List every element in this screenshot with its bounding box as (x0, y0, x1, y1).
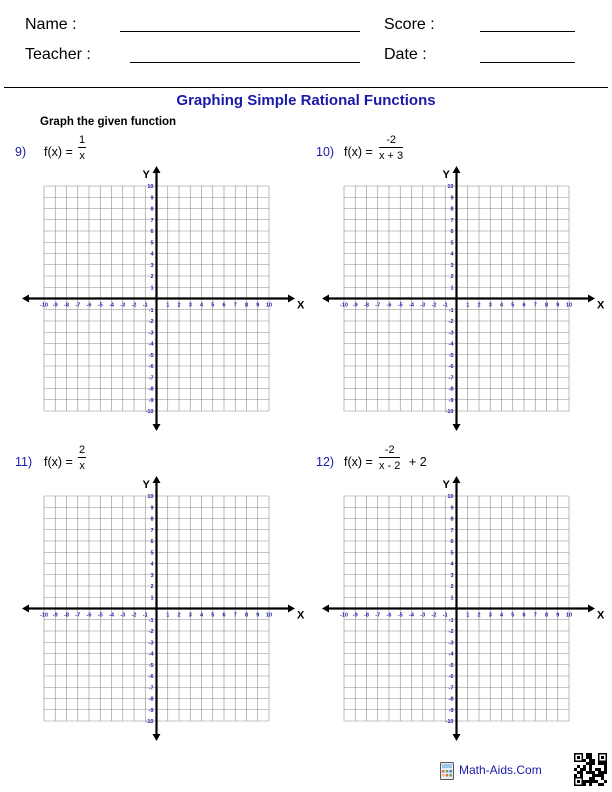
y-tick-label: 10 (447, 494, 454, 500)
problem-12-denominator: x - 2 (379, 460, 401, 472)
y-tick-label: -7 (148, 375, 154, 382)
x-tick-label: -5 (397, 612, 403, 619)
y-tick-label: 6 (450, 229, 454, 235)
x-tick-label: -7 (75, 302, 81, 309)
y-tick-label: -8 (448, 386, 454, 393)
x-tick-label: -10 (40, 612, 48, 619)
y-tick-label: 6 (150, 229, 154, 235)
y-tick-label: 7 (150, 217, 154, 224)
x-tick-label: -1 (142, 612, 148, 619)
x-tick-label: -8 (364, 612, 369, 619)
y-tick-label: 4 (450, 561, 454, 568)
y-tick-label: -1 (448, 307, 454, 314)
x-tick-label: 4 (499, 302, 504, 309)
y-tick-label: 1 (150, 595, 154, 602)
y-tick-label: 8 (450, 516, 454, 523)
y-tick-label: -1 (448, 617, 454, 624)
y-tick-label: -6 (448, 364, 454, 370)
problem-10-fx: f(x) = (344, 145, 373, 159)
x-tick-label: -1 (142, 302, 148, 309)
y-tick-label: -3 (148, 640, 154, 647)
y-tick-label: -9 (448, 707, 454, 714)
worksheet-title: Graphing Simple Rational Functions (176, 92, 436, 109)
x-tick-label: 6 (522, 302, 526, 309)
x-tick-label: -6 (386, 302, 392, 309)
y-tick-label: 9 (450, 505, 454, 512)
x-tick-label: -6 (86, 302, 92, 309)
y-axis-arrow-down-icon (153, 424, 161, 431)
y-tick-label: -10 (445, 719, 454, 725)
x-tick-label: -4 (409, 302, 414, 309)
math-aids-logo-icon (440, 762, 454, 780)
x-tick-label: 3 (488, 302, 492, 309)
graph-grid-12[interactable] (320, 470, 610, 755)
x-tick-label: 8 (544, 612, 549, 619)
x-tick-label: 6 (222, 302, 226, 309)
y-tick-label: 10 (147, 184, 154, 190)
y-tick-label: -2 (448, 629, 454, 635)
x-tick-label: 10 (565, 302, 573, 309)
x-tick-label: 5 (211, 612, 215, 619)
y-tick-label: 5 (450, 240, 454, 247)
y-tick-label: -5 (448, 352, 454, 359)
x-axis-arrow-right-icon (288, 295, 295, 303)
y-tick-label: 10 (147, 494, 154, 500)
y-tick-label: 3 (150, 262, 154, 269)
y-tick-label: -5 (448, 662, 454, 669)
y-axis-arrow-up-icon (453, 476, 461, 483)
x-tick-label: 9 (556, 612, 560, 619)
problem-9-denominator: x (79, 150, 85, 162)
x-tick-label: 8 (244, 612, 249, 619)
x-tick-label: 3 (188, 612, 192, 619)
x-tick-label: -4 (409, 612, 414, 619)
problem-12-constant: + 2 (409, 455, 427, 469)
y-tick-label: -6 (148, 364, 154, 370)
x-tick-label: 10 (265, 612, 273, 619)
x-axis-arrow-left-icon (322, 605, 329, 613)
y-tick-label: 3 (150, 572, 154, 579)
y-tick-label: -3 (448, 330, 454, 337)
y-tick-label: 2 (150, 584, 154, 590)
date-field-line[interactable] (480, 62, 575, 63)
y-tick-label: 8 (150, 206, 154, 213)
y-tick-label: -6 (148, 674, 154, 680)
x-tick-label: 6 (522, 612, 526, 619)
y-tick-label: -1 (148, 307, 154, 314)
x-axis-arrow-left-icon (322, 295, 329, 303)
date-label: Date : (384, 46, 427, 63)
footer-site-link[interactable]: Math-Aids.Com (459, 763, 542, 777)
y-tick-label: -3 (148, 330, 154, 337)
x-tick-label: 7 (533, 302, 537, 309)
score-label: Score : (384, 16, 435, 33)
x-axis-label: X (597, 299, 605, 312)
name-label: Name : (25, 16, 77, 33)
problem-9-number: 9) (15, 145, 27, 159)
teacher-label: Teacher : (25, 46, 91, 63)
problem-12-fx: f(x) = (344, 455, 373, 469)
x-tick-label: -5 (397, 302, 403, 309)
problem-12-numerator: -2 (379, 444, 400, 458)
y-tick-label: 9 (150, 195, 154, 202)
y-tick-label: -4 (448, 651, 454, 658)
x-tick-label: 3 (488, 612, 492, 619)
x-tick-label: -2 (431, 302, 437, 309)
name-field-line[interactable] (120, 31, 360, 32)
y-tick-label: 3 (450, 262, 454, 269)
x-tick-label: -1 (442, 612, 448, 619)
x-tick-label: 4 (499, 612, 504, 619)
x-axis-label: X (297, 609, 305, 622)
y-tick-label: 1 (450, 595, 454, 602)
problem-11-number: 11) (15, 455, 33, 469)
y-axis-label: Y (442, 479, 450, 491)
x-tick-label: -6 (386, 612, 392, 619)
y-tick-label: 9 (450, 195, 454, 202)
x-tick-label: -6 (86, 612, 92, 619)
x-tick-label: -3 (120, 302, 126, 309)
x-tick-label: 8 (544, 302, 549, 309)
y-tick-label: -8 (148, 696, 154, 703)
y-tick-label: -7 (148, 685, 154, 692)
graph-grid-9[interactable] (20, 160, 310, 445)
y-tick-label: 4 (450, 251, 454, 258)
x-tick-label: 7 (233, 612, 237, 619)
x-tick-label: -5 (97, 612, 103, 619)
x-axis-label: X (297, 299, 305, 312)
problem-11-numerator: 2 (79, 444, 86, 456)
x-tick-label: -10 (340, 302, 348, 309)
y-tick-label: 10 (447, 184, 454, 190)
problem-9-fraction (78, 134, 86, 162)
y-tick-label: 6 (450, 539, 454, 545)
x-tick-label: -9 (352, 302, 358, 309)
x-tick-label: 5 (511, 612, 515, 619)
y-tick-label: 1 (450, 285, 454, 292)
y-tick-label: 9 (150, 505, 154, 512)
x-tick-label: 4 (199, 302, 204, 309)
x-tick-label: -7 (75, 612, 81, 619)
y-tick-label: 4 (150, 561, 154, 568)
y-tick-label: -7 (448, 375, 454, 382)
y-tick-label: 1 (150, 285, 154, 292)
x-tick-label: -2 (131, 302, 137, 309)
y-tick-label: -5 (148, 662, 154, 669)
y-tick-label: -4 (148, 341, 154, 348)
problem-12-fraction (379, 444, 400, 472)
x-tick-label: -2 (131, 612, 137, 619)
x-axis-arrow-right-icon (588, 295, 595, 303)
y-tick-label: -2 (148, 629, 154, 635)
y-tick-label: -4 (148, 651, 154, 658)
x-tick-label: -9 (52, 302, 58, 309)
problem-11-fraction (78, 444, 86, 472)
x-axis-arrow-right-icon (288, 605, 295, 613)
y-tick-label: 5 (450, 550, 454, 557)
x-tick-label: -9 (52, 612, 58, 619)
x-tick-label: -3 (120, 612, 126, 619)
x-tick-label: 10 (565, 612, 573, 619)
y-tick-label: -4 (448, 341, 454, 348)
x-tick-label: -10 (40, 302, 48, 309)
graph-grid-10[interactable] (320, 160, 610, 445)
x-tick-label: -8 (64, 612, 69, 619)
graph-grid-11[interactable] (20, 470, 310, 755)
y-tick-label: 3 (450, 572, 454, 579)
header-divider (4, 87, 608, 88)
problem-10-numerator: -2 (379, 134, 403, 148)
x-tick-label: 2 (177, 612, 181, 619)
problem-11-fx: f(x) = (44, 455, 73, 469)
y-axis-arrow-up-icon (153, 166, 161, 173)
y-tick-label: 2 (450, 274, 454, 280)
x-tick-label: 7 (233, 302, 237, 309)
x-tick-label: -7 (375, 612, 381, 619)
x-tick-label: -7 (375, 302, 381, 309)
y-tick-label: -9 (148, 707, 154, 714)
y-tick-label: 7 (450, 527, 454, 534)
x-tick-label: -1 (442, 302, 448, 309)
x-tick-label: -8 (364, 302, 369, 309)
x-tick-label: 1 (466, 612, 470, 619)
x-tick-label: -5 (97, 302, 103, 309)
problem-9-fx: f(x) = (44, 145, 73, 159)
x-tick-label: -10 (340, 612, 348, 619)
problem-10-number: 10) (316, 145, 335, 159)
x-tick-label: 2 (177, 302, 181, 309)
y-tick-label: -3 (448, 640, 454, 647)
qr-code-icon (574, 753, 607, 786)
y-tick-label: 5 (150, 550, 154, 557)
y-axis-label: Y (142, 479, 150, 491)
x-tick-label: 2 (477, 302, 481, 309)
x-tick-label: 1 (166, 612, 170, 619)
problem-12-number: 12) (316, 455, 335, 469)
y-tick-label: -2 (148, 319, 154, 325)
y-tick-label: 8 (150, 516, 154, 523)
x-tick-label: 7 (533, 612, 537, 619)
x-axis-arrow-left-icon (22, 295, 29, 303)
x-tick-label: 10 (265, 302, 273, 309)
x-axis-arrow-left-icon (22, 605, 29, 613)
y-axis-arrow-down-icon (453, 424, 461, 431)
x-tick-label: -3 (420, 612, 426, 619)
problem-10-denominator: x + 3 (379, 150, 404, 162)
y-axis-arrow-down-icon (153, 734, 161, 741)
y-axis-arrow-up-icon (153, 476, 161, 483)
y-tick-label: -9 (448, 397, 454, 404)
teacher-field-line[interactable] (130, 62, 360, 63)
x-tick-label: -4 (109, 302, 114, 309)
y-tick-label: -10 (145, 409, 154, 415)
y-axis-arrow-up-icon (453, 166, 461, 173)
x-tick-label: 6 (222, 612, 226, 619)
x-tick-label: 3 (188, 302, 192, 309)
x-tick-label: -8 (64, 302, 69, 309)
x-tick-label: -2 (431, 612, 437, 619)
problem-11-denominator: x (79, 460, 85, 472)
x-tick-label: -3 (420, 302, 426, 309)
y-tick-label: -5 (148, 352, 154, 359)
x-tick-label: -9 (352, 612, 358, 619)
y-tick-label: 2 (150, 274, 154, 280)
x-tick-label: 1 (166, 302, 170, 309)
y-tick-label: 2 (450, 584, 454, 590)
y-tick-label: 4 (150, 251, 154, 258)
y-tick-label: -8 (448, 696, 454, 703)
problem-10-fraction (379, 134, 403, 162)
x-tick-label: -4 (109, 612, 114, 619)
y-tick-label: -1 (148, 617, 154, 624)
x-tick-label: 5 (211, 302, 215, 309)
y-tick-label: -10 (145, 719, 154, 725)
y-tick-label: 6 (150, 539, 154, 545)
y-tick-label: -7 (448, 685, 454, 692)
x-axis-arrow-right-icon (588, 605, 595, 613)
y-tick-label: 7 (450, 217, 454, 224)
x-tick-label: 1 (466, 302, 470, 309)
y-tick-label: -10 (445, 409, 454, 415)
score-field-line[interactable] (480, 31, 575, 32)
x-tick-label: 9 (256, 302, 260, 309)
x-axis-label: X (597, 609, 605, 622)
y-tick-label: 7 (150, 527, 154, 534)
y-axis-label: Y (442, 169, 450, 181)
y-tick-label: -8 (148, 386, 154, 393)
y-tick-label: -9 (148, 397, 154, 404)
x-tick-label: 9 (256, 612, 260, 619)
x-tick-label: 4 (199, 612, 204, 619)
x-tick-label: 9 (556, 302, 560, 309)
y-tick-label: 8 (450, 206, 454, 213)
x-tick-label: 2 (477, 612, 481, 619)
y-tick-label: -2 (448, 319, 454, 325)
x-tick-label: 5 (511, 302, 515, 309)
problem-9-numerator: 1 (79, 134, 86, 146)
instructions: Graph the given function (40, 116, 177, 128)
y-tick-label: -6 (448, 674, 454, 680)
y-axis-label: Y (142, 169, 150, 181)
y-axis-arrow-down-icon (453, 734, 461, 741)
y-tick-label: 5 (150, 240, 154, 247)
x-tick-label: 8 (244, 302, 249, 309)
